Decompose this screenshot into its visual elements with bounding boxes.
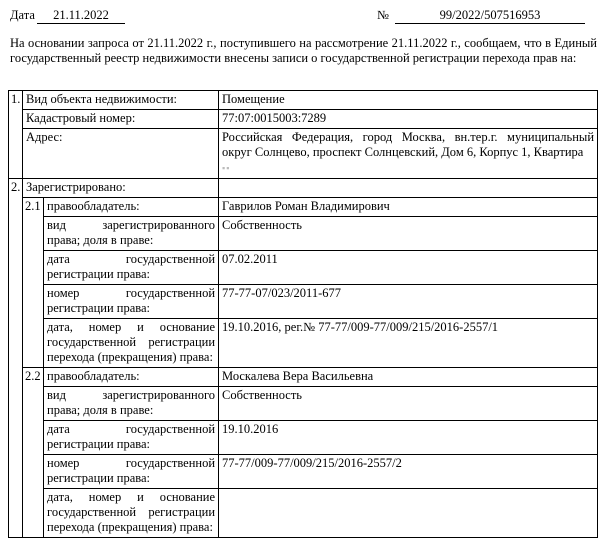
table-row (9, 198, 598, 217)
date-label: Дата (10, 8, 35, 22)
number-value: 99/2022/507516953 (395, 8, 585, 24)
row-label: Адрес: (23, 129, 219, 179)
owner-label: правообладатель: (44, 198, 219, 217)
table-row (9, 421, 598, 455)
table-row (9, 91, 598, 110)
section-number: 2. (9, 179, 23, 538)
reg-num-label: номер государственной регистрации права: (44, 455, 219, 489)
table-row (9, 285, 598, 319)
row-label: Вид объекта недвижимости: (23, 91, 219, 110)
right-type-label: вид зарегистрированного права; доля в праве: (44, 387, 219, 421)
reg-date-label: дата государственной регистрации права: (44, 421, 219, 455)
row-value: 77:07:0015003:7289 (219, 110, 598, 129)
table-row (9, 129, 598, 179)
reg-num-value: 77-77/009-77/009/215/2016-2557/2 (219, 455, 598, 489)
date-value: 21.11.2022 (37, 8, 125, 24)
holder-number: 2.1 (23, 198, 44, 368)
reg-num-value: 77-77-07/023/2011-677 (219, 285, 598, 319)
holder-number: 2.2 (23, 368, 44, 538)
right-type-label: вид зарегистрированного права; доля в праве: (44, 217, 219, 251)
intro-paragraph: На основании запроса от 21.11.2022 г., поступившего на рассмотрение 21.11.2022 г., сообщаем, что в Единый государственный реестр недвижимости внесены записи о государственной регистрации перехода прав на: (10, 36, 597, 65)
section-number: 1. (9, 91, 23, 179)
owner-value: Гаврилов Роман Владимирович (219, 198, 598, 217)
table-row (9, 489, 598, 538)
section-title: Зарегистрировано: (23, 179, 219, 198)
table-row (9, 179, 598, 198)
reg-date-value: 07.02.2011 (219, 251, 598, 285)
transfer-label: дата, номер и основание государственной регистрации перехода (прекращения) права: (44, 319, 219, 368)
right-type-value: Собственность (219, 387, 598, 421)
transfer-label: дата, номер и основание государственной регистрации перехода (прекращения) права: (44, 489, 219, 538)
number-label: № (377, 8, 389, 22)
owner-value: Москалева Вера Васильевна (219, 368, 598, 387)
address-value: Российская Федерация, город Москва, вн.тер.г. муниципальный округ Солнцево, проспект Солнцевский, Дом 6, Корпус 1, Квартира ▪▪ (219, 129, 598, 179)
row-label: Кадастровый номер: (23, 110, 219, 129)
table-row (9, 251, 598, 285)
table-row (9, 387, 598, 421)
transfer-value (219, 489, 598, 538)
table-row (9, 368, 598, 387)
row-value: Помещение (219, 91, 598, 110)
table-row (9, 455, 598, 489)
table-row (9, 110, 598, 129)
registry-table (8, 90, 598, 538)
reg-num-label: номер государственной регистрации права: (44, 285, 219, 319)
reg-date-value: 19.10.2016 (219, 421, 598, 455)
reg-date-label: дата государственной регистрации права: (44, 251, 219, 285)
transfer-value: 19.10.2016, рег.№ 77-77/009-77/009/215/2016-2557/1 (219, 319, 598, 368)
row-value (219, 179, 598, 198)
document-header (10, 8, 590, 24)
right-type-value: Собственность (219, 217, 598, 251)
owner-label: правообладатель: (44, 368, 219, 387)
table-row (9, 217, 598, 251)
table-row (9, 319, 598, 368)
redacted-text: ▪▪ (222, 163, 231, 173)
